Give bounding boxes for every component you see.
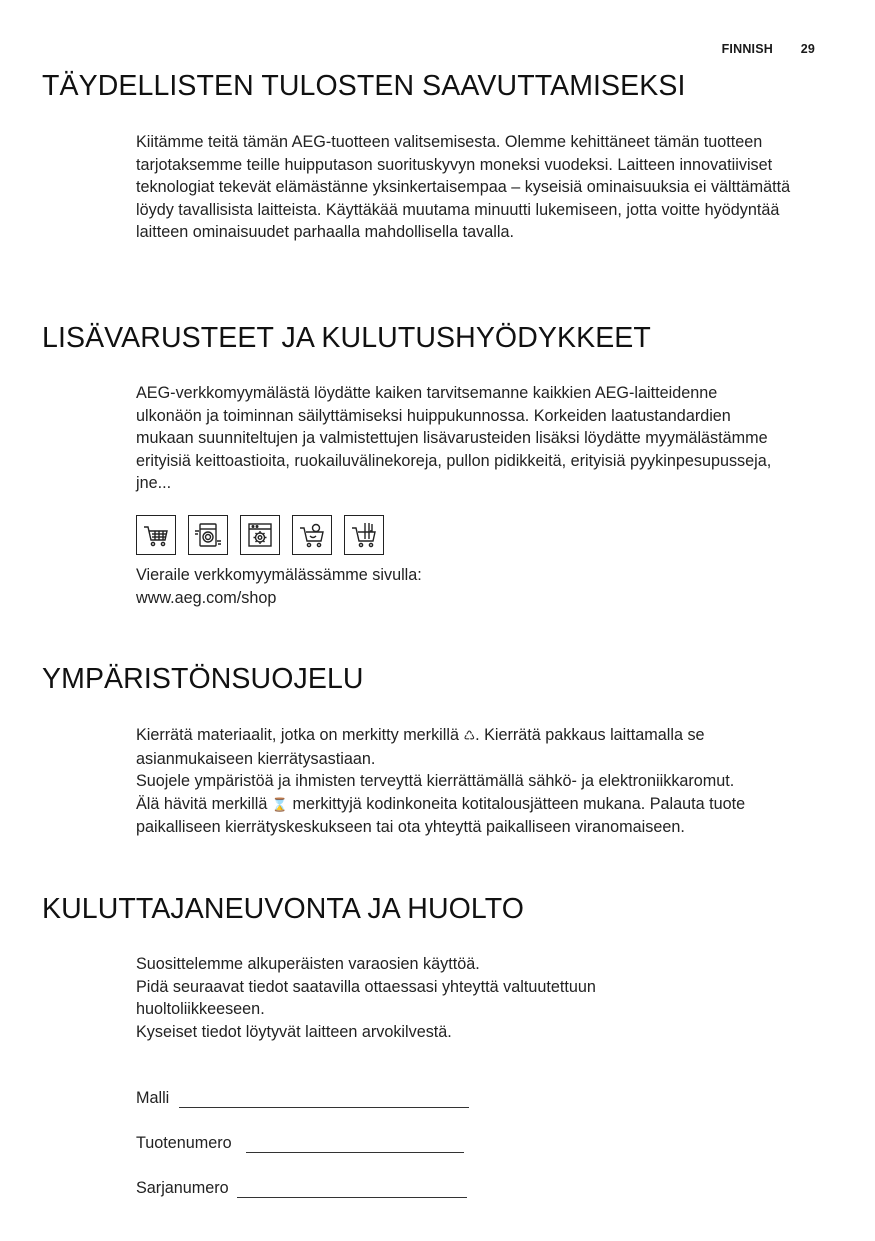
washing-machine-icon	[188, 515, 228, 555]
oven-gear-icon	[240, 515, 280, 555]
visit-label: Vieraile verkkomyymälässämme sivulla:	[136, 566, 422, 584]
intro-paragraph: Kiitämme teitä tämän AEG-tuotteen valitsemisesta. Olemme kehittäneet tämän tuotteen tarjotaksemme teille huipputason suorituskyvyn moneksi vuodeksi. Laitteen innovatiiviset teknologiat tekevät elämästänne yksinkertaisempaa – kyseisiä ominaisuuksia ei välttämättä löydy tavallisista laitteista. Käyttäkää muutama minuutti lukemiseen, jotta voitte hyödyntää laitteen ominaisuudet parhaalla mahdollisella tavalla.	[136, 133, 791, 242]
accessories-text	[136, 382, 786, 495]
accessory-icons	[136, 515, 396, 555]
crossed-bin-icon: ⌛	[271, 796, 289, 812]
bin-text-b: merkittyjä kodinkoneita kotitalousjätteen mukana. Palauta tuote paikalliseen kierrätyskeskukseen tai ota yhteyttä paikalliseen viranomaiseen.	[136, 794, 746, 837]
shop-url[interactable]: www.aeg.com/shop	[136, 588, 277, 607]
bin-text-a: Älä hävitä merkillä	[136, 794, 268, 813]
service-text	[136, 953, 696, 1043]
section-title-service: KULUTTAJANEUVONTA JA HUOLTO	[42, 893, 525, 925]
recycle-icon: ♺	[463, 728, 476, 743]
intro-text	[136, 131, 796, 244]
serial-number-input-line[interactable]	[237, 1183, 467, 1198]
model-input-line[interactable]	[179, 1093, 469, 1108]
language-label: FINNISH	[721, 42, 773, 56]
service-line-3: Kyseiset tiedot löytyvät laitteen arvokilvestä.	[136, 1022, 452, 1041]
model-field	[136, 1089, 469, 1108]
service-line-1: Suosittelemme alkuperäisten varaosien käyttöä.	[136, 955, 480, 973]
recycle-text-b: . Kierrätä pakkaus laittamalla se asianmukaiseen kierrätysastiaan.	[136, 726, 705, 768]
section-title-environment: YMPÄRISTÖNSUOJELU	[42, 663, 364, 695]
environment-line-1	[136, 724, 826, 770]
product-number-field	[136, 1134, 464, 1153]
serial-number-field	[136, 1179, 467, 1198]
model-label: Malli	[136, 1089, 170, 1107]
recycle-text-a: Kierrätä materiaalit, jotka on merkitty merkillä	[136, 726, 459, 744]
cart-utensils-icon	[344, 515, 384, 555]
accessories-paragraph: AEG-verkkomyymälästä löydätte kaiken tarvitsemanne kaikkien AEG-laitteidenne ulkonäön ja toiminnan säilyttämiseksi huippukunnossa. Korkeiden laatustandardien mukaan suunniteltujen ja valmistettujen lisävarusteiden lisäksi löydätte myymälästämme erityisiä keittoastioita, ruokailuvälinekoreja, pullon pidikkeitä, erityisiä pyykinpesupusseja, jne...	[136, 384, 772, 493]
product-number-label: Tuotenumero	[136, 1134, 232, 1152]
environment-text	[136, 724, 826, 839]
shopping-cart-icon	[136, 515, 176, 555]
environment-line-2: Suojele ympäristöä ja ihmisten terveyttä kierrättämällä sähkö- ja elektroniikkaromut.	[136, 772, 735, 791]
environment-line-3	[136, 793, 826, 839]
section-title-accessories: LISÄVARUSTEET JA KULUTUSHYÖDYKKEET	[42, 322, 651, 354]
cart-dishes-icon	[292, 515, 332, 555]
page-number: 29	[800, 42, 815, 56]
product-number-input-line[interactable]	[246, 1138, 464, 1153]
service-line-2: Pidä seuraavat tiedot saatavilla ottaessasi yhteyttä valtuutettuun huoltoliikkeeseen.	[136, 977, 596, 1019]
serial-number-label: Sarjanumero	[136, 1179, 229, 1197]
section-title-intro: TÄYDELLISTEN TULOSTEN SAAVUTTAMISEKSI	[42, 70, 686, 102]
shop-info	[136, 564, 826, 609]
page-header	[722, 42, 815, 56]
